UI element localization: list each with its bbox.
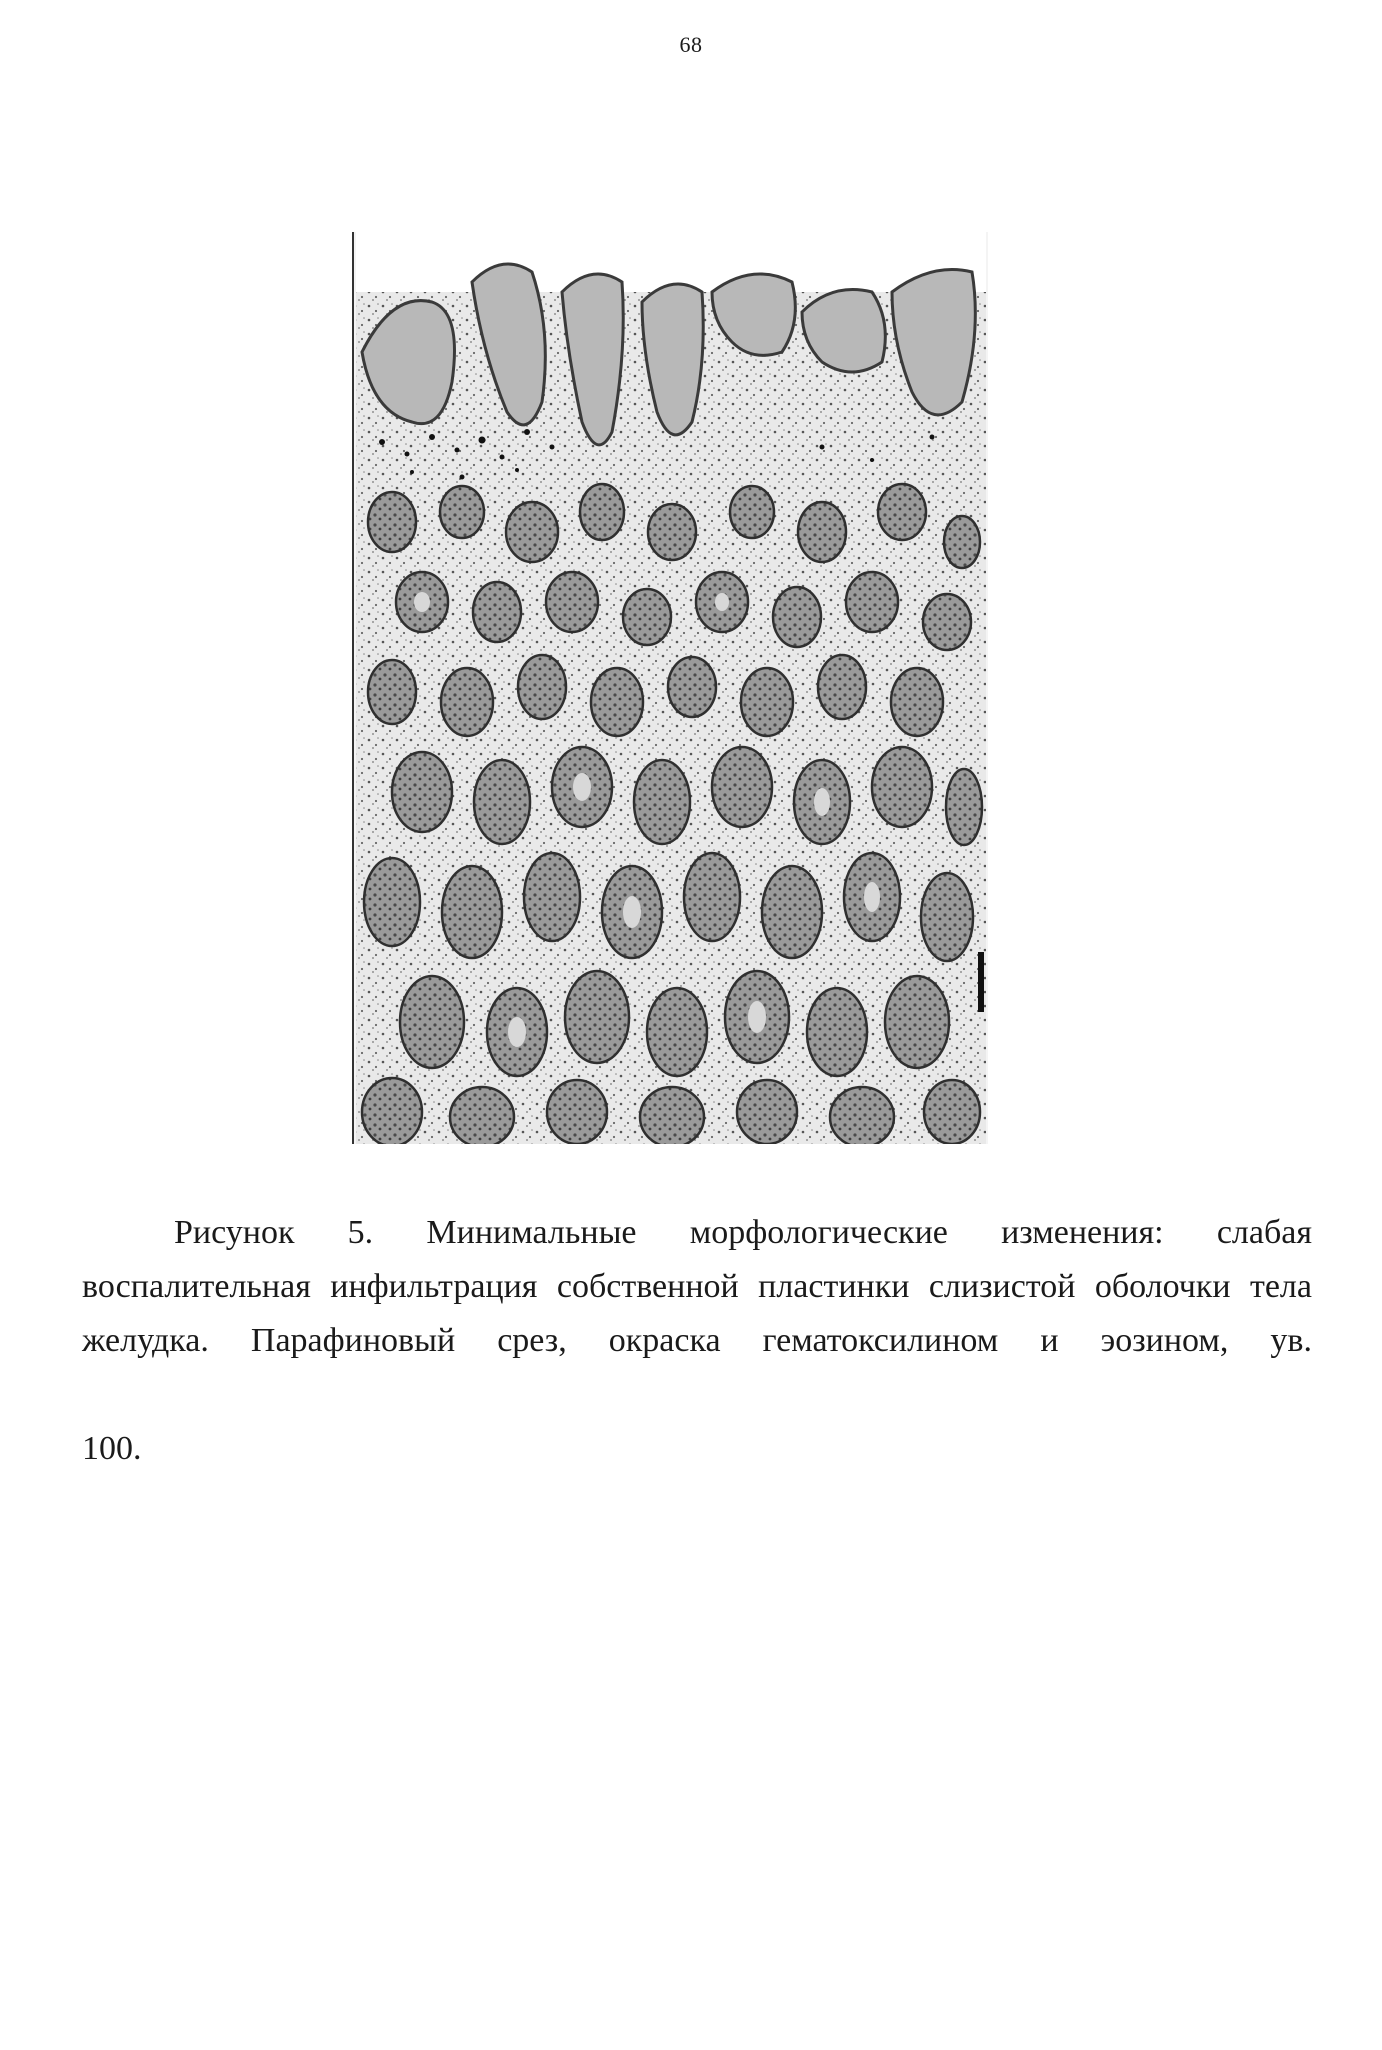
histology-micrograph [352, 232, 988, 1144]
histology-micrograph-icon [352, 232, 988, 1144]
figure-caption-text: Рисунок 5. Минимальные морфологические изменения: слабая воспалительная инфильтрация собственной пластинки слизистой оболочки тела желудка. Парафиновый срез, окраска гематоксилином и эозином, ув. [82, 1214, 1312, 1359]
figure-caption-tail: 100. [82, 1430, 142, 1467]
figure-caption [82, 1206, 1312, 1368]
page-number: 68 [679, 32, 703, 57]
